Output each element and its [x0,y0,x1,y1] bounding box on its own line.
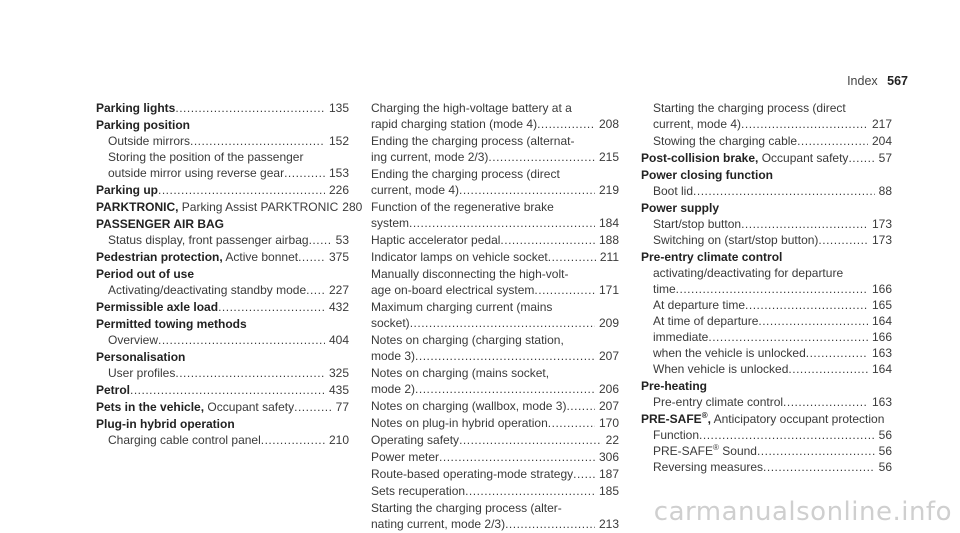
page-ref[interactable]: 210 [328,433,349,447]
page-ref[interactable]: 280 [342,200,363,214]
page-number: 567 [887,74,908,88]
page-ref[interactable]: 204 [871,134,892,148]
index-subentry: Notes on charging (wallbox, mode 3) ..... 207 [371,398,619,414]
index-entry: Pets in the vehicle, Occupant safety ..... 77 [96,399,349,415]
index-entry: PARKTRONIC, Parking Assist PARKTRONIC 280 [96,200,363,214]
page-ref[interactable]: 217 [871,117,892,131]
page-ref[interactable]: 188 [598,233,619,247]
page-ref[interactable]: 166 [871,330,892,344]
index-column-1 [96,100,363,449]
page-ref[interactable]: 135 [328,101,349,115]
page-ref[interactable]: 215 [598,150,619,164]
index-entry: Permitted towing methods Overview ..... 404 [96,316,349,348]
watermark: carmanualsonline.info [653,497,952,527]
index-column-3 [641,100,892,476]
index-entry: Pre-entry climate control activating/deactivating for departure time ..... 166 At departure time ..... 165 At time of departure ..... 164 immediate ..... 166 when the vehicle is unlocked ..... 163 When vehicle is unlocked ..... 164 [641,249,892,377]
page-ref[interactable]: 306 [598,450,619,464]
page-ref[interactable]: 88 [878,184,892,198]
page-ref[interactable]: 375 [328,250,349,264]
index-entry: PASSENGER AIR BAG Status display, front passenger airbag ..... 53 [96,216,349,248]
index-entry: Permissible axle load ..... 432 [96,299,349,315]
page-ref[interactable]: 226 [328,183,349,197]
index-entry: Parking up ..... 226 [96,182,349,198]
page-ref[interactable]: 153 [328,166,349,180]
page-ref[interactable]: 57 [878,151,892,165]
page-ref[interactable]: 187 [598,467,619,481]
index-subentry: Manually disconnecting the high-volt- age on-board electrical system ..... 171 [371,266,619,298]
index-entry: Plug-in hybrid operation Charging cable control panel ..... 210 [96,416,349,448]
page-ref[interactable]: 56 [878,444,892,458]
page-ref[interactable]: 208 [598,117,619,131]
index-subentry: Notes on charging (charging station, mode 3) ..... 207 [371,332,619,364]
index-entry: Parking position Outside mirrors ..... 152 Storing the position of the passenger outside mirror using reverse gear ..... 153 [96,117,349,181]
page-ref[interactable]: 325 [328,366,349,380]
index-entry: Petrol ..... 435 [96,382,349,398]
page-ref[interactable]: 432 [328,300,349,314]
index-subentry: Function of the regenerative brake system ..... 184 [371,199,619,231]
index-entry: Period out of use Activating/deactivating standby mode ..... 227 [96,266,349,298]
page-ref[interactable]: 56 [878,428,892,442]
index-subentry: Indicator lamps on vehicle socket ..... 211 [371,249,619,265]
index-subentry: Ending the charging process (direct current, mode 4) ..... 219 [371,166,619,198]
index-entry: Power supply Start/stop button ..... 173 Switching on (start/stop button) ..... 173 [641,200,892,248]
page-ref[interactable]: 206 [598,382,619,396]
index-entry: Parking lights ..... 135 [96,100,349,116]
index-subentry: Haptic accelerator pedal ..... 188 [371,232,619,248]
page-ref[interactable]: 435 [328,383,349,397]
page-ref[interactable]: 152 [328,134,349,148]
index-entry: Pre-heating Pre-entry climate control ..... 163 [641,378,892,410]
page-ref[interactable]: 53 [335,233,349,247]
index-term: Parking position [96,118,191,132]
page-ref[interactable]: 173 [871,233,892,247]
index-subentry: Ending the charging process (alternat- ing current, mode 2/3) ..... 215 [371,133,619,165]
index-entry: Power closing function Boot lid ..... 88 [641,167,892,199]
page-ref[interactable]: 219 [598,183,619,197]
index-subentry: Maximum charging current (mains socket) ..... 209 [371,299,619,331]
index-subentry: Starting the charging process (alter- nating current, mode 2/3) ..... 213 [371,500,619,532]
index-subentry: Power meter ..... 306 [371,449,619,465]
index-subentry: Sets recuperation ..... 185 [371,483,619,499]
page-ref[interactable]: 171 [598,283,619,297]
index-entry: Post-collision brake, Occupant safety ..... 57 [641,150,892,166]
index-column-2 [371,100,619,533]
page-ref[interactable]: 164 [871,314,892,328]
index-subentry: Route-based operating-mode strategy ..... 187 [371,466,619,482]
page-ref[interactable]: 185 [598,484,619,498]
index-entry: PRE-SAFE®, Anticipatory occupant protection Function ..... 56 PRE-SAFE® Sound ..... 56 Reversing measures ..... 56 [641,411,892,475]
page-ref[interactable]: 227 [328,283,349,297]
index-subentry: Operating safety ..... 22 [371,432,619,448]
page-ref[interactable]: 163 [871,346,892,360]
page-ref[interactable]: 22 [605,433,619,447]
header-label: Index [847,74,878,88]
page-ref[interactable]: 184 [598,216,619,230]
page-ref[interactable]: 207 [598,399,619,413]
page-ref[interactable]: 213 [598,517,619,531]
page-ref[interactable]: 170 [598,416,619,430]
page-ref[interactable]: 404 [328,333,349,347]
page-ref[interactable]: 207 [598,349,619,363]
page-ref[interactable]: 166 [871,282,892,296]
index-subentry: Notes on charging (mains socket, mode 2) ..... 206 [371,365,619,397]
page-ref[interactable]: 164 [871,362,892,376]
index-subentry: Notes on plug-in hybrid operation ..... 170 [371,415,619,431]
page-ref[interactable]: 56 [878,460,892,474]
index-entry: Pedestrian protection, Active bonnet ..... 375 [96,249,349,265]
index-subentry: Starting the charging process (direct current, mode 4) ..... 217 [641,100,892,132]
page-ref[interactable]: 209 [598,316,619,330]
page-header [847,74,908,88]
page-ref[interactable]: 211 [599,250,619,264]
page-ref[interactable]: 163 [871,395,892,409]
index-entry: Personalisation User profiles ..... 325 [96,349,349,381]
page-ref[interactable]: 173 [871,217,892,231]
page-ref[interactable]: 77 [335,400,349,414]
page-ref[interactable]: 165 [871,298,892,312]
index-subentry: Charging the high-voltage battery at a rapid charging station (mode 4) ..... 208 [371,100,619,132]
index-subentry: Stowing the charging cable ..... 204 [641,133,892,149]
